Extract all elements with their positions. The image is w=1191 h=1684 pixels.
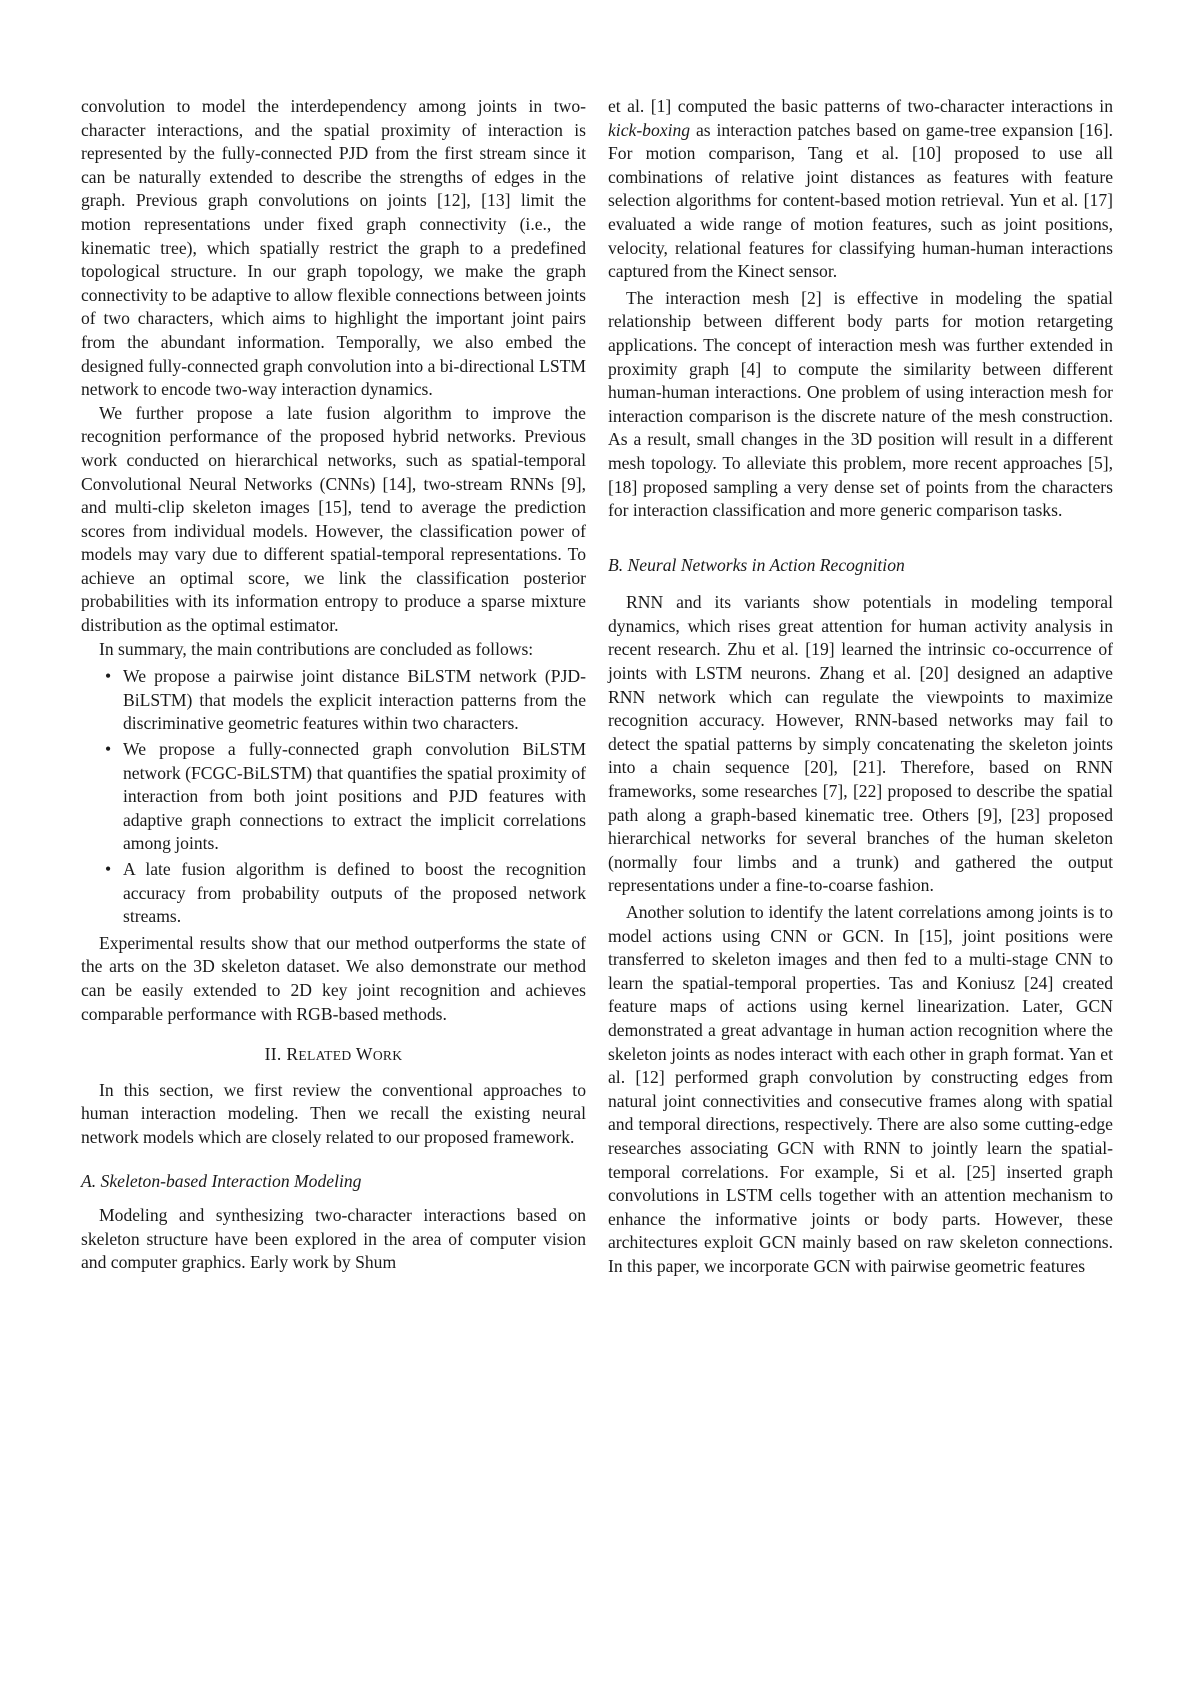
subsection-heading-neural-networks: B. Neural Networks in Action Recognition xyxy=(608,554,905,575)
section-word-rest: ORK xyxy=(372,1048,403,1064)
contribution-list xyxy=(81,665,586,929)
contribution-item: • We propose a fully-connected graph convolution BiLSTM network (FCGC-BiLSTM) that quantifies the spatial proximity of interaction from both joint positions and PJD features with adaptive graph connections to extract the implicit correlations among joints. xyxy=(123,738,586,856)
section-heading-related-work xyxy=(81,1043,586,1068)
contribution-item: • A late fusion algorithm is defined to boost the recognition accuracy from probability outputs of the proposed network streams. xyxy=(123,858,586,929)
paragraph-intro-continued: convolution to model the interdependency among joints in two-character interactions, and the spatial proximity of interaction is represented by the fully-connected PJD from the first stream since it can be naturally extended to describe the strengths of edges in the graph. Previous graph convolutions on joints [12], [13] limit the motion representations under fixed graph connectivity (i.e., the kinematic tree), which spatially restrict the graph to a predefined topological structure. In our graph topology, we make the graph connectivity to be adaptive to allow flexible connections between joints of two characters, which aims to highlight the important joint pairs from the abundant information. Temporally, we also embed the designed fully-connected graph convolution into a bi-directional LSTM network to encode two-way interaction dynamics. xyxy=(81,96,586,400)
subsection-heading-skeleton-interaction: A. Skeleton-based Interaction Modeling xyxy=(81,1170,362,1191)
section-word-initial: R xyxy=(286,1044,299,1065)
paragraph-related-intro: In this section, we first review the conventional approaches to human interaction modeling. Then we recall the existing neural network models which are closely related to our proposed framework. xyxy=(81,1079,586,1147)
section-word-initial: W xyxy=(355,1044,373,1065)
contribution-item: • We propose a pairwise joint distance BiLSTM network (PJD-BiLSTM) that models the explicit interaction patterns from the discriminative geometric features within two characters. xyxy=(123,665,586,736)
paragraph-experimental-results: Experimental results show that our method outperforms the state of the arts on the 3D skeleton dataset. We also demonstrate our method can be easily extended to 2D key joint recognition and achieves comparable performance with RGB-based methods. xyxy=(81,932,586,1024)
right-column xyxy=(608,95,1113,1279)
paragraph-skeleton-interaction: Modeling and synthesizing two-character interactions based on skeleton structure have been explored in the area of computer vision and computer graphics. Early work by Shum xyxy=(81,1205,586,1273)
paragraph-shum-continued xyxy=(608,95,1113,284)
left-column xyxy=(81,95,586,1275)
section-numeral: II. xyxy=(264,1044,282,1065)
paragraph-cnn-gcn: Another solution to identify the latent correlations among joints is to model actions using CNN or GCN. In [15], joint positions were transferred to skeleton images and then fed to a multi-stage CNN to learn the spatial-temporal properties. Tas and Koniusz [24] created feature maps of actions using kernel linearization. Later, GCN demonstrated a great advantage in human action recognition where the skeleton joints as nodes interact with each other in graph format. Yan et al. [12] performed graph convolution by constructing edges from natural joint connectivities and consecutive frames along with spatial and temporal directions, respectively. There are also some cutting-edge researches associating GCN with RNN to jointly learn the spatial-temporal correlations. For example, Si et al. [25] inserted graph convolutions in LSTM cells together with an attention mechanism to enhance the informative joints or body parts. However, these architectures exploit GCN mainly based on raw skeleton connections. In this paper, we incorporate GCN with pairwise geometric features xyxy=(608,902,1113,1276)
paragraph-summary: In summary, the main contributions are concluded as follows: xyxy=(99,638,534,659)
text-run: et al. [1] computed the basic patterns of two-character interactions in xyxy=(608,96,1113,116)
paragraph-late-fusion: We further propose a late fusion algorithm to improve the recognition performance of the proposed hybrid networks. Previous work conducted on hierarchical networks, such as spatial-temporal Convolutional Neural Networks (CNNs) [14], two-stream RNNs [9], and multi-clip skeleton images [15], tend to average the prediction scores from individual models. However, the classification power of models may vary due to different spatial-temporal representations. To achieve an optimal score, we link the classification posterior probabilities with its information entropy to produce a sparse mixture distribution as the optimal estimator. xyxy=(81,402,586,636)
emphasis-kick-boxing: kick-boxing xyxy=(608,119,691,140)
paragraph-rnn-variants: RNN and its variants show potentials in modeling temporal dynamics, which rises great attention for human activity analysis in recent research. Zhu et al. [19] learned the intrinsic co-occurrence of joints with LSTM neurons. Zhang et al. [20] designed an adaptive RNN network which can regulate the viewpoints to maximize recognition accuracy. However, RNN-based networks may fail to detect the spatial patterns by simply concatenating the skeleton joints into a chain sequence [20], [21]. Therefore, based on RNN frameworks, some researches [7], [22] proposed to describe the spatial path along a graph-based kinematic tree. Others [9], [23] proposed hierarchical networks for several branches of the human skeleton (normally four limbs and a trunk) and gathered the output representations under a fine-to-coarse fashion. xyxy=(608,592,1113,896)
section-word-rest: ELATED xyxy=(298,1048,352,1064)
text-run: as interaction patches based on game-tree expansion [16]. For motion comparison, Tang et al. [10] proposed to use all combinations of relative joint distances as features with feature selection algorithms for content-based motion retrieval. Yun et al. [17] evaluated a wide range of motion features, such as joint positions, velocity, relational features for classifying human-human interactions captured from the Kinect sensor. xyxy=(608,119,1113,282)
paragraph-interaction-mesh: The interaction mesh [2] is effective in modeling the spatial relationship between different body parts for motion retargeting applications. The concept of interaction mesh was further extended in proximity graph [4] to compute the similarity between different human-human interactions. One problem of using interaction mesh for interaction comparison is the discrete nature of the mesh construction. As a result, small changes in the 3D position will result in a different mesh topology. To alleviate this problem, more recent approaches [5], [18] proposed sampling a very dense set of points from the characters for interaction classification and more generic comparison tasks. xyxy=(608,287,1113,521)
